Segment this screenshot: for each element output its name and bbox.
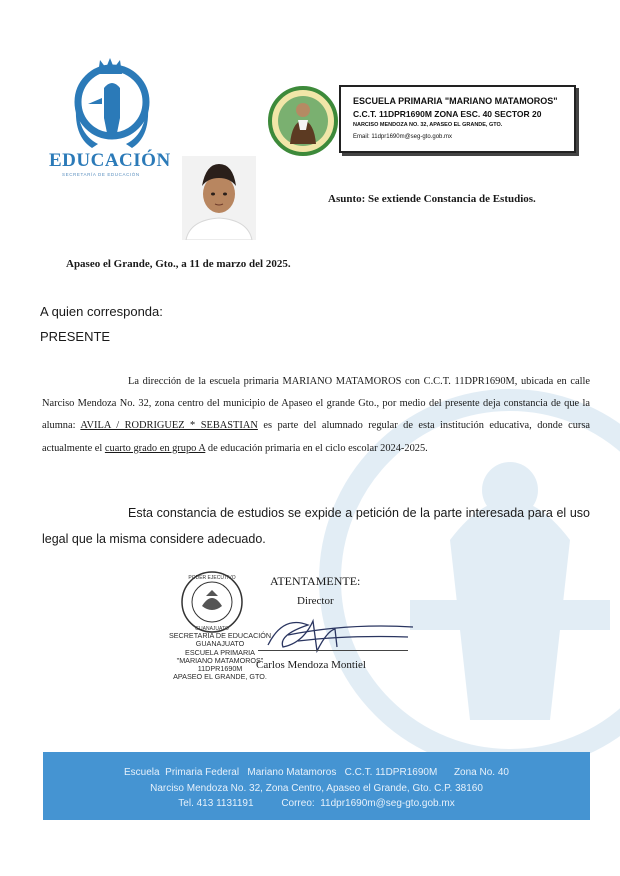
school-name: ESCUELA PRIMARIA "MARIANO MATAMOROS" bbox=[353, 96, 558, 106]
salutation-presente: PRESENTE bbox=[40, 329, 111, 344]
student-photo bbox=[182, 156, 256, 240]
school-header-box bbox=[339, 85, 576, 153]
body-paragraph-2 bbox=[42, 500, 590, 552]
body-text: es parte del alumnado regular de esta institución educativa, donde cursa actualmente el bbox=[42, 420, 590, 454]
closing: ATENTAMENTE: bbox=[270, 574, 361, 588]
footer-banner bbox=[43, 752, 590, 820]
body-text: Esta constancia de estudios se expide a petición de la parte interesada para el uso legal que la misma considere adecuado. bbox=[42, 506, 590, 546]
footer-line-address: Narciso Mendoza No. 32, Zona Centro, Apaseo el Grande, Gto. C.P. 38160 bbox=[150, 783, 483, 794]
official-stamp bbox=[180, 570, 244, 634]
body-paragraph-1 bbox=[42, 371, 590, 460]
stamp-line: APASEO EL GRANDE, GTO. bbox=[173, 672, 267, 682]
school-address: NARCISO MENDOZA NO. 32, APASEO EL GRANDE, GTO. bbox=[353, 122, 503, 128]
body-text: La dirección de la escuela primaria MARIANO MATAMOROS con C.C.T. 11DPR1690M, ubicada en calle Narciso Mendoza No. 32, zona centro del municipio de Apaseo el grande Gto., por medio del presente deja constancia de que la alumna: bbox=[42, 376, 590, 432]
footer-line-contact: Tel. 413 1131191 Correo: 11dpr1690m@seg-gto.gob.mx bbox=[178, 798, 455, 809]
education-logo-text: EDUCACIÓN bbox=[49, 150, 171, 171]
school-seal bbox=[268, 86, 338, 156]
place-date: Apaseo el Grande, Gto., a 11 de marzo del 2025. bbox=[66, 258, 291, 270]
body-text: de educación primaria en el ciclo escolar 2024-2025. bbox=[205, 442, 428, 454]
school-cct: C.C.T. 11DPR1690M ZONA ESC. 40 SECTOR 20 bbox=[353, 109, 542, 119]
subject-line: Asunto: Se extiende Constancia de Estudios. bbox=[328, 193, 536, 205]
education-logo-subtext: SECRETARÍA DE EDUCACIÓN bbox=[62, 172, 140, 177]
student-name: AVILA / RODRIGUEZ * SEBASTIAN bbox=[80, 420, 258, 432]
signature-line bbox=[258, 650, 408, 651]
stamp-line: SECRETARÍA DE EDUCACIÓN bbox=[168, 631, 272, 640]
svg-text:PODER EJECUTIVO: PODER EJECUTIVO bbox=[188, 575, 236, 581]
stamp-line: ESCUELA PRIMARIA bbox=[185, 647, 255, 657]
footer-line-school: Escuela Primaria Federal Mariano Matamoros C.C.T. 11DPR1690M Zona No. 40 bbox=[124, 767, 509, 778]
director-name: Carlos Mendoza Montiel bbox=[256, 659, 366, 671]
stamp-line: GUANAJUATO bbox=[195, 639, 245, 649]
school-email: Email: 11dpr1690m@seg-gto.gob.mx bbox=[353, 134, 453, 140]
salutation: A quien corresponda: bbox=[40, 304, 163, 319]
director-title: Director bbox=[297, 595, 334, 607]
student-grade: cuarto grado en grupo A bbox=[104, 442, 206, 454]
stamp-line: "MARIANO MATAMOROS" bbox=[176, 655, 264, 665]
svg-text:GUANAJUATO: GUANAJUATO bbox=[195, 626, 229, 632]
stamp-line: 11DPR1690M bbox=[197, 664, 243, 674]
